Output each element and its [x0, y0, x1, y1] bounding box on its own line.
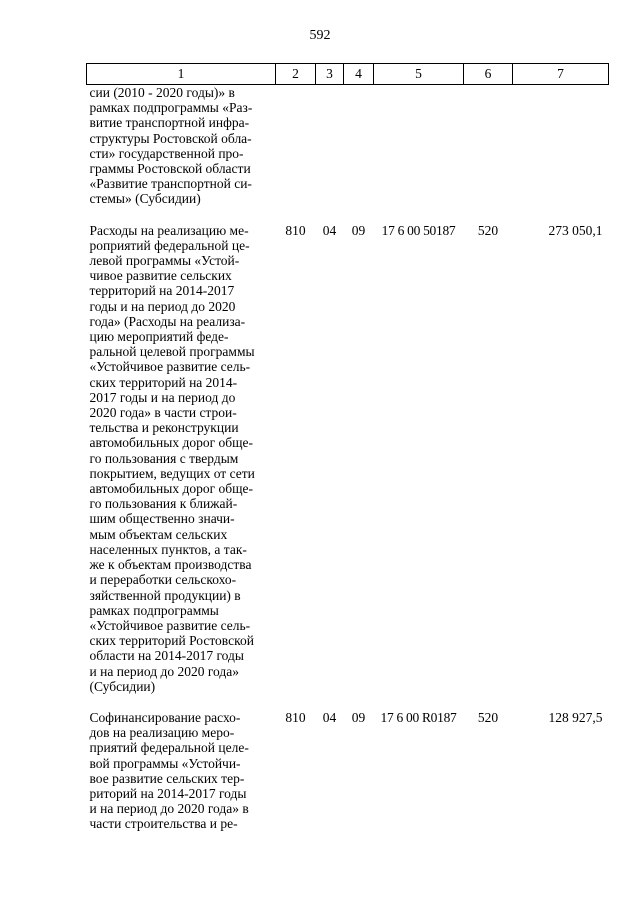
- row-col-2: 810: [285, 222, 306, 238]
- text-line: зяйственной продукции) в: [89, 587, 241, 603]
- text-line: автомобильных дорог обще-: [89, 435, 253, 451]
- text-line: граммы Ростовской области: [89, 161, 251, 177]
- text-line: и переработки сельскохо-: [89, 572, 237, 588]
- text-line: территорий на 2014-2017: [89, 283, 235, 299]
- text-line: и на период до 2020 года»: [89, 663, 240, 679]
- text-line: рамках подпрограммы «Раз-: [89, 100, 253, 116]
- table-row: [87, 710, 609, 832]
- row-col-4: 09: [351, 222, 366, 238]
- row-col-2: [276, 85, 316, 207]
- budget-table: [86, 63, 609, 832]
- text-line: области на 2014-2017 годы: [89, 648, 244, 664]
- table-row: [87, 85, 609, 207]
- text-line: 2017 годы и на период до: [89, 389, 236, 405]
- text-line: ских территорий на 2014-: [89, 374, 238, 390]
- row-col-5: 17 6 00 R0187: [380, 709, 457, 725]
- row-col-7: 273 050,1: [548, 222, 603, 238]
- text-line: го пользования с твердым: [89, 450, 239, 466]
- row-col-3: [316, 85, 344, 207]
- text-line: и на период до 2020 года» в: [89, 801, 249, 817]
- text-line: же к объектам производства: [89, 557, 252, 573]
- text-line: «Устойчивое развитие сель-: [89, 359, 251, 375]
- header-col-1: 1: [87, 64, 276, 85]
- row-col-5: [374, 85, 464, 207]
- text-line: (Субсидии): [89, 678, 156, 694]
- text-line: вой программы «Устойчи-: [89, 755, 241, 771]
- table-row: [87, 223, 609, 694]
- text-line: населенных пунктов, а так-: [89, 541, 247, 557]
- text-line: цию мероприятий феде-: [89, 329, 229, 345]
- text-line: чивое развитие сельских: [89, 268, 232, 284]
- table-header-row: [87, 64, 609, 85]
- row-col-3: 04: [322, 222, 337, 238]
- row-description: [87, 85, 276, 207]
- text-line: го пользования к ближай-: [89, 496, 238, 512]
- row-col-5: 17 6 00 50187: [381, 222, 456, 238]
- text-line: левой программы «Устой-: [89, 253, 240, 269]
- text-line: «Развитие транспортной си-: [89, 176, 252, 192]
- row-description: [87, 710, 276, 832]
- header-col-3: 3: [316, 64, 344, 85]
- row-col-4: 09: [351, 709, 366, 725]
- row-col-7: 128 927,5: [548, 709, 603, 725]
- header-col-4: 4: [344, 64, 374, 85]
- text-line: вое развитие сельских тер-: [89, 770, 245, 786]
- row-col-2: 810: [285, 709, 306, 725]
- text-line: годы и на период до 2020: [89, 298, 236, 314]
- text-line: рамках подпрограммы: [89, 602, 219, 618]
- row-col-6: 520: [477, 709, 499, 725]
- text-line: мым объектам сельских: [89, 526, 228, 542]
- row-description: [87, 223, 276, 694]
- text-line: ских территорий Ростовской: [89, 633, 254, 649]
- header-col-2: 2: [276, 64, 316, 85]
- row-col-3: 04: [322, 709, 337, 725]
- text-line: «Устойчивое развитие сель-: [89, 617, 251, 633]
- header-col-6: 6: [464, 64, 513, 85]
- header-col-7: 7: [513, 64, 609, 85]
- row-col-6: 520: [477, 222, 499, 238]
- text-line: шим общественно значи-: [89, 511, 235, 527]
- text-line: витие транспортной инфра-: [89, 115, 250, 131]
- row-col-4: [344, 85, 374, 207]
- text-line: сии (2010 - 2020 годы)» в: [89, 85, 235, 100]
- text-line: сти» государственной про-: [89, 145, 244, 161]
- header-col-5: 5: [374, 64, 464, 85]
- text-line: автомобильных дорог обще-: [89, 481, 253, 497]
- text-line: риторий на 2014-2017 годы: [89, 785, 247, 801]
- text-line: роприятий федеральной це-: [89, 237, 250, 253]
- text-line: года» (Расходы на реализа-: [89, 313, 246, 329]
- text-line: дов на реализацию меро-: [89, 725, 235, 741]
- text-line: ральной целевой программы: [89, 344, 255, 360]
- text-line: Софинансирование расхо-: [89, 709, 241, 725]
- row-col-7: [513, 85, 609, 207]
- text-line: части строительства и ре-: [89, 816, 238, 832]
- text-line: тельства и реконструкции: [89, 420, 239, 436]
- text-line: структуры Ростовской обла-: [89, 130, 252, 146]
- text-line: 2020 года» в части строи-: [89, 405, 237, 421]
- row-col-6: [464, 85, 513, 207]
- text-line: стемы» (Субсидии): [89, 191, 201, 207]
- page-number: 592: [309, 28, 331, 43]
- text-line: покрытием, ведущих от сети: [89, 465, 255, 481]
- text-line: Расходы на реализацию ме-: [89, 222, 249, 238]
- text-line: приятий федеральной целе-: [89, 740, 249, 756]
